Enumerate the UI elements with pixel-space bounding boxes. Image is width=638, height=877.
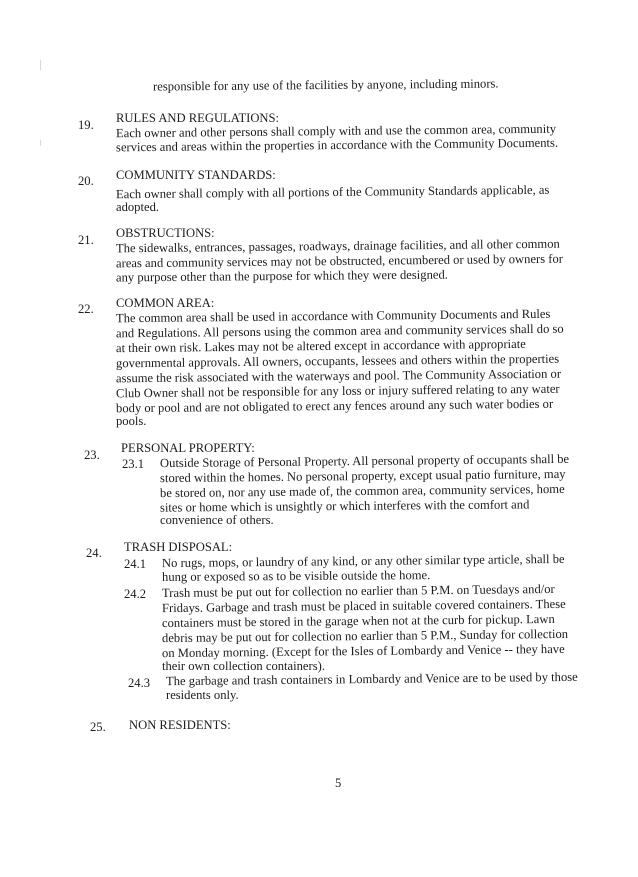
subitem-line: residents only. (166, 688, 239, 702)
section-number: 25. (90, 720, 106, 734)
subitem-number: 24.2 (124, 587, 147, 601)
section-line: The common area shall be used in accordance with Community Documents and Rules (115, 306, 551, 326)
subitem-line: debris may be put out for collection no earlier than 5 P.M., Sunday for collection (161, 626, 569, 646)
subitem-line: on Monday morning. (Except for the Isles of Lombardy and Venice -- they have (161, 641, 565, 661)
section-heading: NON RESIDENTS: (129, 718, 231, 732)
section-line: services and areas within the properties in accordance with the Community Documents. (115, 135, 559, 155)
intro-line: responsible for any use of the facilities by anyone, including minors. (152, 76, 499, 94)
subitem-line: convenience of others. (160, 513, 274, 527)
section-heading: RULES AND REGULATIONS: (116, 111, 280, 125)
subitem-number: 23.1 (122, 457, 145, 471)
subitem-line: No rugs, mops, or laundry of any kind, or any other similar type article, shall be (161, 551, 565, 571)
section-number: 24. (86, 546, 102, 560)
section-line: body or pool and are not obligated to erect any fences around any such water bodies or (115, 396, 554, 416)
subitem-line: The garbage and trash containers in Lombardy and Venice are to be used by those (165, 669, 578, 689)
section-line: Club Owner shall not be responsible for any loss or injury suffered relating to any water (115, 381, 560, 401)
page-number: 5 (335, 776, 342, 790)
subitem-line: Trash must be put out for collection no earlier than 5 P.M. on Tuesdays and/or (161, 581, 555, 601)
section-line: governmental approvals. All owners, occupants, lessees and others within the properties (115, 351, 560, 371)
section-number: 22. (78, 302, 94, 316)
section-heading: OBSTRUCTIONS: (116, 226, 215, 240)
section-line: Each owner shall comply with all portions of the Community Standards applicable, as (115, 182, 550, 202)
section-line: assume the risk associated with the waterways and pool. The Community Association or (115, 366, 562, 386)
section-line: Each owner and other persons shall comply with and use the common area, community (115, 121, 557, 141)
section-line: any purpose other than the purpose for which they were designed. (115, 267, 448, 285)
section-line: The sidewalks, entrances, passages, roadways, drainage facilities, and all other common (115, 236, 560, 256)
subitem-line: hung or exposed so as to be visible outside the home. (161, 568, 431, 584)
section-line: at their own risk. Lakes may not be altered except in accordance with appropriate (115, 336, 526, 356)
margin-scan-mark (40, 60, 41, 70)
subitem-line: Fridays. Garbage and trash must be placed in suitable covered containers. These (161, 596, 566, 616)
section-number: 20. (78, 174, 94, 188)
section-heading: TRASH DISPOSAL: (124, 540, 233, 554)
margin-scan-mark (40, 140, 41, 146)
section-heading: COMMON AREA: (116, 296, 215, 310)
subitem-line: Outside Storage of Personal Property. All personal property of occupants shall be (159, 451, 570, 471)
section-line: pools. (116, 414, 147, 428)
subitem-line: their own collection containers). (162, 659, 325, 673)
section-line: and Regulations. All persons using the common area and community services shall do so (115, 321, 564, 341)
section-heading: COMMUNITY STANDARDS: (116, 168, 276, 182)
section-number: 21. (78, 233, 94, 247)
subitem-number: 24.1 (124, 557, 147, 571)
subitem-number: 24.3 (128, 676, 151, 690)
subitem-line: stored within the homes. No personal property, except usual patio furniture, may (159, 466, 566, 486)
section-line: areas and community services may not be obstructed, encumbered or used by owners for (115, 251, 563, 271)
section-number: 19. (78, 118, 94, 132)
section-heading: PERSONAL PROPERTY: (121, 441, 255, 455)
subitem-line: containers must be stored in the garage when not at the curb for pickup. Lawn (161, 611, 555, 631)
subitem-line: be stored on, nor any use made of, the common area, community services, home (159, 481, 565, 501)
subitem-line: sites or home which is unsightly or which interferes with the comfort and (159, 497, 530, 515)
section-line: adopted. (116, 200, 160, 214)
section-number: 23. (84, 448, 100, 462)
